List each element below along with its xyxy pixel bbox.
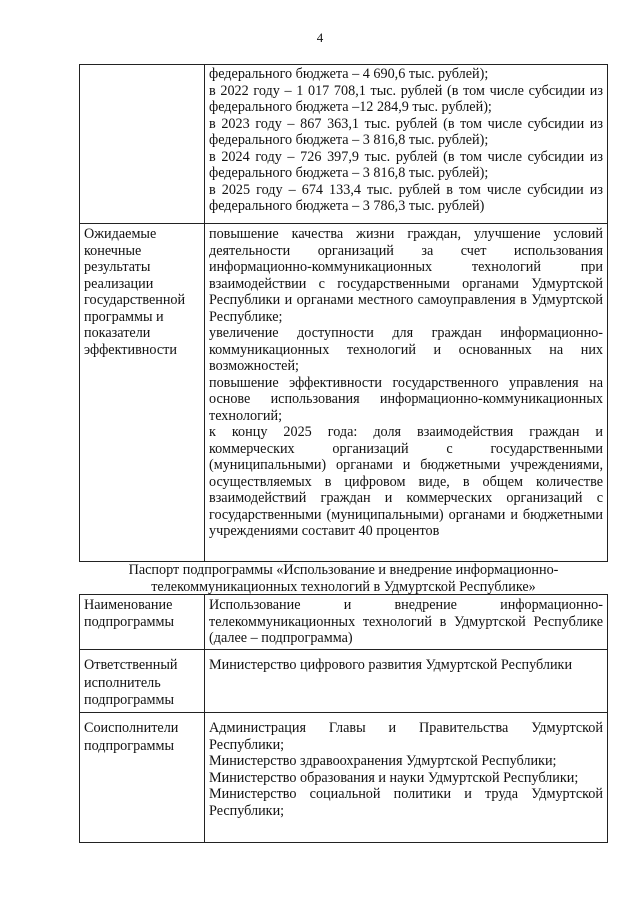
expected-results-label: Ожидаемые конечные результаты реализации государственной программы и показатели эффективности [80, 224, 205, 562]
responsible-executor-label: Ответственный исполнитель подпрограммы [80, 650, 205, 713]
coexecutor-item: Министерство образования и науки Удмуртской Республики; [209, 769, 579, 786]
coexecutor-item: Министерство социальной политики и труда Удмуртской Республики; [209, 786, 603, 819]
coexecutor-item: Администрация Главы и Правительства Удмуртской Республики; [209, 720, 603, 753]
table-row-subprogram-name [80, 595, 608, 650]
financing-label-cell [80, 65, 205, 224]
table-row-coexecutors [80, 713, 608, 843]
financing-line: федерального бюджета – 4 690,6 тыс. рублей); [209, 66, 489, 82]
expected-results-value-cell [205, 224, 608, 562]
expected-result-item: увеличение доступности для граждан информационно-коммуникационных технологий и основанных на них возможностей; [209, 325, 603, 374]
table-row-expected-results [80, 224, 608, 562]
coexecutors-label: Соисполнители подпрограммы [80, 713, 205, 843]
coexecutors-value-cell [205, 713, 608, 843]
subprogram-name-label: Наименование подпрограммы [80, 595, 205, 650]
subprogram-passport-heading: Паспорт подпрограммы «Использование и внедрение информационно-телекоммуникационных технологий в Удмуртской Республике» [128, 562, 559, 595]
responsible-executor-value [205, 650, 608, 713]
table-row-financing [80, 65, 608, 224]
expected-result-item: повышение качества жизни граждан, улучшение условий деятельности организаций за счет использования информационно-коммуникационных технологий при взаимодействии с государственными органами Удмуртской Республики и органами местного самоуправления в Удмуртской Республике; [209, 226, 603, 325]
responsible-executor-text: Министерство цифрового развития Удмуртской Республики [209, 657, 573, 673]
subprogram-name-text: Использование и внедрение информационно-телекоммуникационных технологий в Удмуртской Республике (далее – подпрограмма) [209, 597, 603, 646]
program-passport-table [79, 64, 608, 562]
coexecutor-item: Министерство здравоохранения Удмуртской Республики; [209, 753, 557, 769]
subprogram-name-value [205, 595, 608, 650]
expected-result-item: повышение эффективности государственного управления на основе использования информационно-коммуникационных технологий; [209, 374, 603, 424]
financing-value-cell [205, 65, 608, 224]
financing-line: в 2023 году – 867 363,1 тыс. рублей (в том числе субсидии из федерального бюджета – 3 816,8 тыс. рублей); [209, 115, 603, 148]
subprogram-passport-table [79, 594, 608, 843]
table-row-responsible-executor [80, 650, 608, 713]
page-number: 4 [316, 30, 324, 45]
financing-line: в 2024 году – 726 397,9 тыс. рублей (в том числе субсидии из федерального бюджета – 3 816,8 тыс. рублей); [209, 148, 603, 181]
financing-line: в 2025 году – 674 133,4 тыс. рублей в том числе субсидии из федерального бюджета – 3 786,3 тыс. рублей) [209, 181, 603, 214]
expected-result-item: к концу 2025 года: доля взаимодействия граждан и коммерческих организаций с государственными (муниципальными) органами и бюджетными учреждениями, осуществляемых в цифровом виде, в общем количестве взаимодействий граждан и коммерческих организаций с государственными (муниципальными) органами и бюджетными учреждениями составит 40 процентов [209, 424, 603, 539]
financing-line: в 2022 году – 1 017 708,1 тыс. рублей (в том числе субсидии из федерального бюджета –12 284,9 тыс. рублей); [209, 82, 603, 115]
